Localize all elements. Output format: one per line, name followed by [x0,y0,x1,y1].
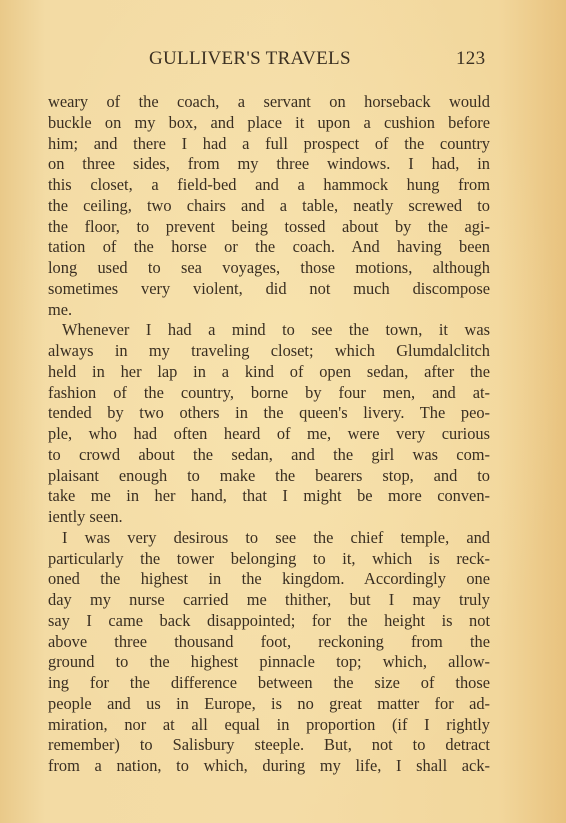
running-head [0,48,566,72]
paragraph-3 [48,528,490,777]
text-line: iently seen. [48,507,123,526]
text-line: held in her lap in a kind of open sedan, after the [48,361,490,381]
text-line: fashion of the country, borne by four men, and at- [48,382,490,402]
text-line: sometimes very violent, did not much discompose [48,278,490,298]
text-line: take me in her hand, that I might be more conven- [48,486,490,506]
paragraph-2 [48,320,490,528]
paragraph-1 [48,92,490,320]
text-line: particularly the tower belonging to it, which is reck- [48,548,490,568]
text-line: day my nurse carried me thither, but I may truly [48,590,490,609]
text-line: ing for the difference between the size of those [48,673,490,692]
text-line: Whenever I had a mind to see the town, it was [62,320,490,340]
text-line: oned the highest in the kingdom. Accordingly one [48,569,490,589]
text-line: from a nation, to which, during my life, I shall ack- [48,756,490,775]
text-line: ple, who had often heard of me, were very curious [48,424,490,443]
text-line: the floor, to prevent being tossed about by the agi- [48,216,490,236]
text-line: tended by two others in the queen's livery. The peo- [48,403,490,423]
text-line: weary of the coach, a servant on horseback would [48,92,490,111]
text-line: plaisant enough to make the bearers stop, and to [48,465,490,485]
text-line: to crowd about the sedan, and the girl was com- [48,444,490,464]
text-line: the ceiling, two chairs and a table, neatly screwed to [48,195,490,215]
text-line: I was very desirous to see the chief temple, and [62,527,490,547]
text-line: this closet, a field-bed and a hammock hung from [48,175,490,194]
text-line: on three sides, from my three windows. I had, in [48,154,490,174]
text-line: him; and there I had a full prospect of the country [48,133,490,153]
text-line: tation of the horse or the coach. And having been [48,237,490,257]
text-line: ground to the highest pinnacle top; which, allow- [48,652,490,672]
text-line: long used to sea voyages, those motions, although [48,258,490,277]
text-line: above three thousand foot, reckoning from the [48,631,490,651]
text-line: buckle on my box, and place it upon a cushion before [48,112,490,132]
text-line: say I came back disappointed; for the height is not [48,610,490,630]
text-line: remember) to Salisbury steeple. But, not to detract [48,735,490,755]
running-title: GULLIVER'S TRAVELS [149,48,351,69]
text-line: miration, nor at all equal in proportion (if I rightly [48,714,490,734]
text-line: people and us in Europe, is no great matter for ad- [48,693,490,713]
text-line: me. [48,299,73,319]
text-line: always in my traveling closet; which Glumdalclitch [48,341,490,360]
page-number: 123 [456,48,486,69]
body-text [48,92,490,777]
